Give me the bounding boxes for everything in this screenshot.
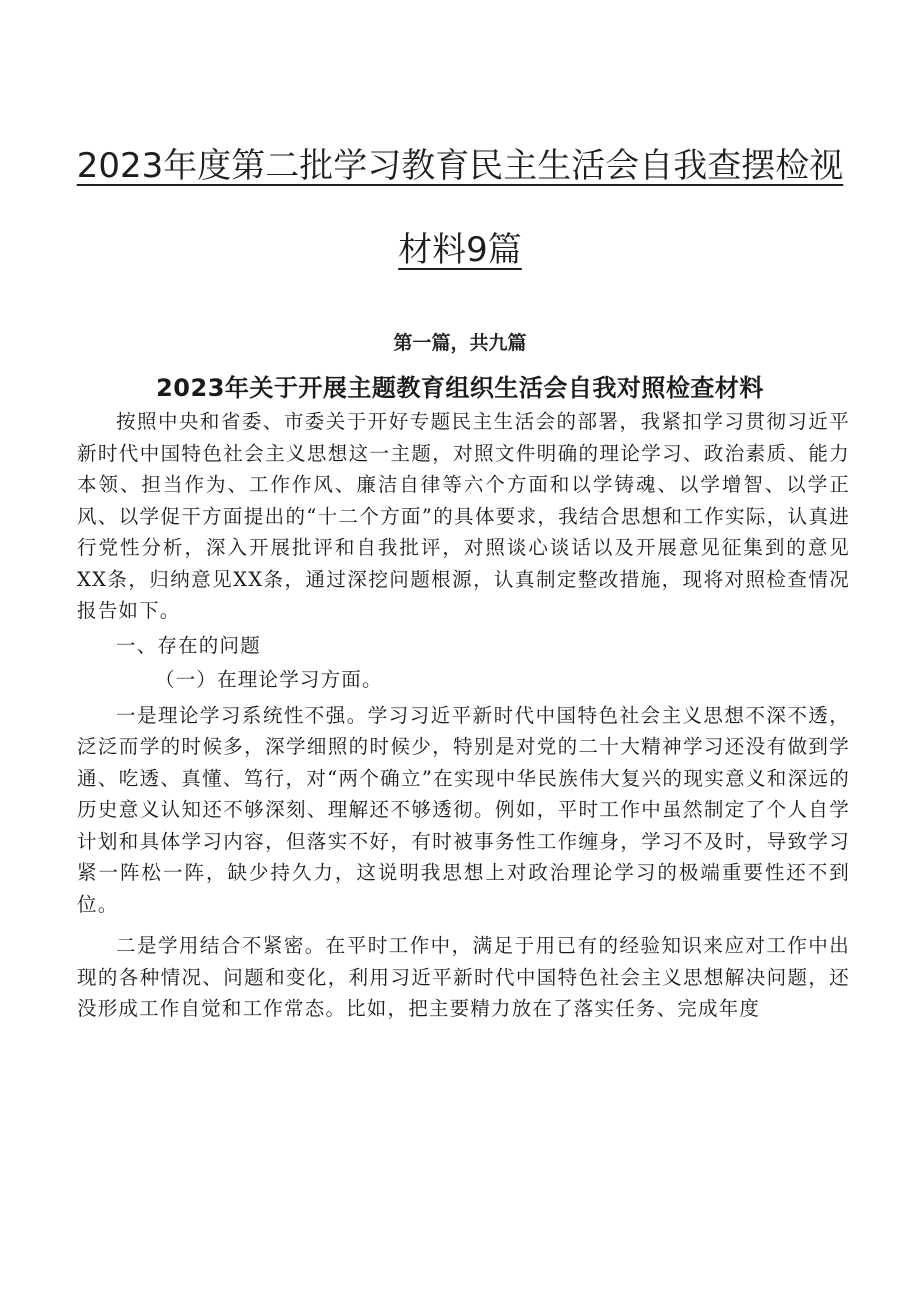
intro-paragraph: 按照中央和省委、市委关于开好专题民主生活会的部署，我紧扣学习贯彻习近平新时代中国特色社会主义思想这一主题，对照文件明确的理论学习、政治素质、能力本领、担当作为、工作作风、廉洁自律等六个方面和以学铸魂、以学增智、以学正风、以学促干方面提出的“十二个方面”的具体要求，我结合思想和工作实际，认真进行党性分析，深入开展批评和自我批评，对照谈心谈话以及开展意见征集到的意见XX条，归纳意见XX条，通过深挖问题根源，认真制定整改措施，现将对照检查情况报告如下。 <box>77 410 850 622</box>
document-title-line-2: 材料9篇 <box>398 230 522 270</box>
section-subtitle: 2023年关于开展主题教育组织生活会自我对照检查材料 <box>156 374 764 402</box>
document-title-line-1: 2023年度第二批学习教育民主生活会自我查摆检视 <box>76 146 844 186</box>
heading-problems: 一、存在的问题 <box>116 633 261 657</box>
part-label: 第一篇，共九篇 <box>393 332 527 354</box>
document-body <box>77 406 850 1025</box>
point-one-paragraph: 一是理论学习系统性不强。学习习近平新时代中国特色社会主义思想不深不透，泛泛而学的时候多，深学细照的时候少，特别是对党的二十大精神学习还没有做到学通、吃透、真懂、笃行，对“两个确立”在实现中华民族伟大复兴的现实意义和深远的历史意义认知还不够深刻、理解还不够透彻。例如，平时工作中虽然制定了个人自学计划和具体学习内容，但落实不好，有时被事务性工作缠身，学习不及时，导致学习紧一阵松一阵，缺少持久力，这说明我思想上对政治理论学习的极端重要性还不到位。 <box>77 703 850 916</box>
point-two-paragraph: 二是学用结合不紧密。在平时工作中，满足于用已有的经验知识来应对工作中出现的各种情况、问题和变化，利用习近平新时代中国特色社会主义思想解决问题，还没形成工作自觉和工作常态。比如，把主要精力放在了落实任务、完成年度 <box>77 934 850 1020</box>
heading-theory-study: （一）在理论学习方面。 <box>155 668 383 691</box>
